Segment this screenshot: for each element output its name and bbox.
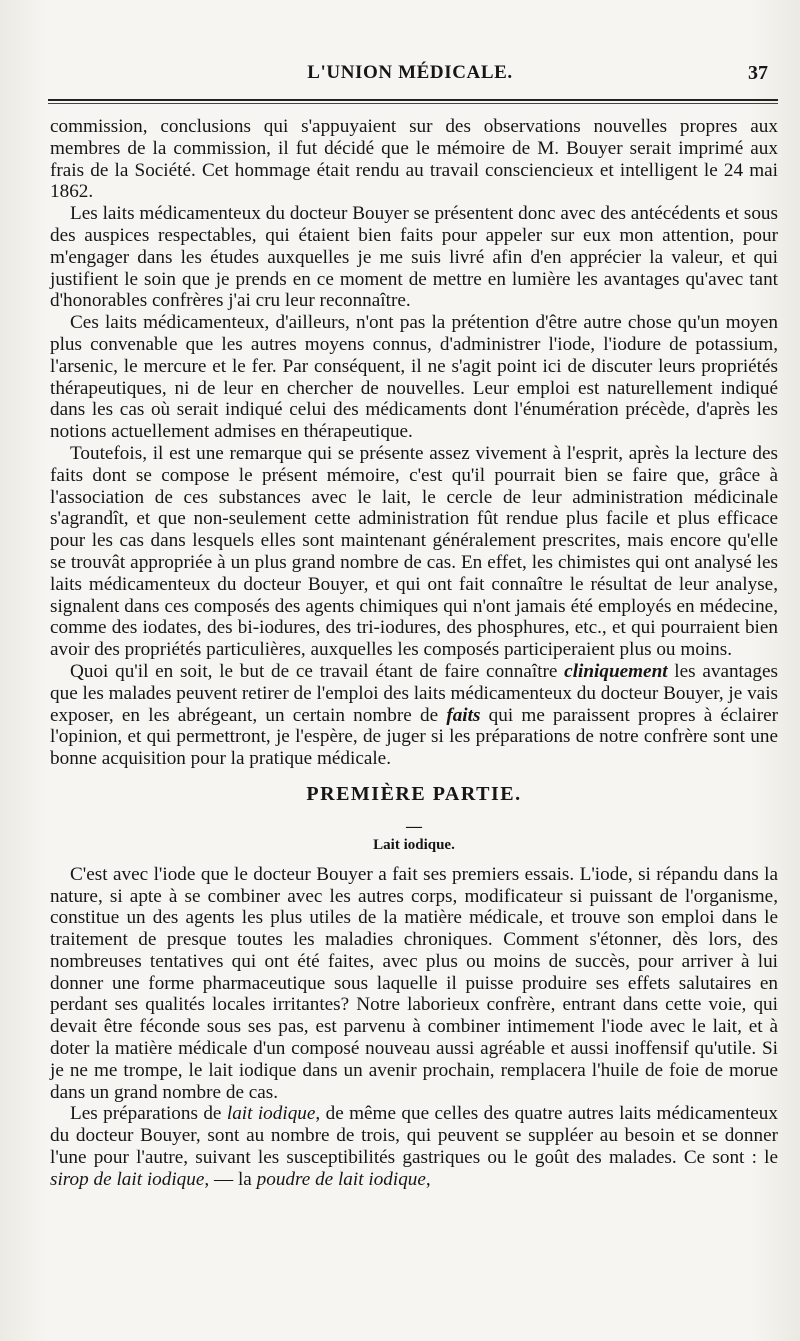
text-run: , — la [204, 1168, 257, 1190]
paragraph-3: Ces laits médicamenteux, d'ailleurs, n'ont pas la prétention d'être autre chose qu'un moyen plus convenable que les autres moyens connus, d'administrer l'iode, l'iodure de potassium, l'arsenic, le mercure et le fer. Par conséquent, il ne s'agit point ici de discuter leurs propriétés thérapeutiques, ni de leur en chercher de nouvelles. Leur emploi est naturellement indiqué dans les cas où serait indiqué celui des médicaments dont l'énumération précède, d'après les notions actuellement admises en thérapeutique. [50, 312, 778, 443]
page-number: 37 [748, 62, 768, 84]
page-header [48, 58, 772, 98]
paragraph-7 [50, 1103, 778, 1190]
header-rule-thin [48, 103, 778, 104]
paragraph-5 [50, 661, 778, 770]
emphasis-poudre: poudre de lait iodique [256, 1168, 426, 1190]
emphasis-faits: faits [446, 704, 481, 726]
paragraph-6: C'est avec l'iode que le docteur Bouyer a fait ses premiers essais. L'iode, si répandu dans la nature, si apte à se combiner avec les autres corps, modificateur si puissant de l'organisme, constitue un des agents les plus utiles de la matière médicale, et trouve son emploi dans le traitement de presque toutes les maladies chroniques. Comment s'étonner, dès lors, des nombreuses tentatives qui ont été faites, avec plus ou moins de succès, pour arriver à lui donner une forme pharmaceutique sous laquelle il puisse produire ses effets salutaires en perdant ses qualités locales irritantes? Notre laborieux confrère, entrant dans cette voie, qui devait être féconde sous ses pas, est parvenu à combiner intimement l'iode avec le lait, et à doter la matière médicale d'un composé nouveau aussi agréable et aussi inoffensif qu'utile. Si je ne me trompe, le lait iodique dans un avenir prochain, remplacera l'huile de foie de morue dans un grand nombre de cas. [50, 863, 778, 1103]
text-run: , [425, 1168, 431, 1190]
emphasis-cliniquement: cliniquement [564, 660, 668, 682]
text-run: Les préparations de [70, 1103, 227, 1125]
part-title: PREMIÈRE PARTIE. [306, 782, 522, 805]
paragraph-1: commission, conclusions qui s'appuyaient sur des observations nouvelles propres aux membres de la commission, il fut décidé que le mémoire de M. Bouyer serait imprimé aux frais de la Société. Cet hommage était rendu au travail consciencieux et intelligent le 24 mai 1862. [50, 116, 778, 203]
running-title: L'UNION MÉDICALE. [307, 62, 513, 83]
section-title: Lait iodique. [373, 836, 455, 853]
text-run: , de même que celles des quatre autres laits médicamenteux du docteur Bouyer, sont au nombre de trois, qui peuvent se suppléer au besoin et se donner l'une pour l'autre, suivant les susceptibilités gastriques ou le goût des malades. Ce sont : le [50, 1103, 778, 1169]
section-dash: — [406, 817, 422, 835]
emphasis-lait-iodique: lait iodique [226, 1103, 316, 1125]
text-run: qui me paraissent propres à éclairer l'opinion, et qui permettront, je l'espère, de juger si les préparations de notre confrère sont une bonne acquisition pour la pratique médicale. [50, 704, 778, 770]
text-run: Quoi qu'il en soit, le but de ce travail étant de faire connaître [70, 660, 565, 682]
paragraph-2: Les laits médicamenteux du docteur Bouyer se présentent donc avec des antécédents et sous des auspices respectables, qui étaient bien faits pour appeler sur eux mon attention, pour m'engager dans les études auxquelles je me suis livré afin d'en apprécier la valeur, et qui justifient le soin que je prends en ce moment de mettre en lumière les avantages qu'avec tant d'honorables confrères j'ai cru leur reconnaître. [50, 203, 778, 312]
text-run: les avantages que les malades peuvent retirer de l'emploi des laits médicamenteux du docteur Bouyer, je vais exposer, en les abrégeant, un certain nombre de [50, 660, 778, 726]
header-rule [48, 99, 778, 101]
emphasis-sirop: sirop de lait iodique [50, 1168, 205, 1190]
body-text [50, 116, 778, 1191]
paragraph-4: Toutefois, il est une remarque qui se présente assez vivement à l'esprit, après la lecture des faits dont se compose le présent mémoire, c'est qu'il pourrait bien se faire que, grâce à l'association de ces substances avec le lait, le cercle de leur administration médicinale s'agrandît, et que non-seulement cette administration fût rendue plus facile et plus efficace pour les cas dans lesquels elles sont maintenant généralement prescrites, mais encore qu'elle se trouvât appropriée à un plus grand nombre de cas. En effet, les chimistes qui ont analysé les laits médicamenteux du docteur Bouyer, et qui ont fait connaître le résultat de leur analyse, signalent dans ces composés des agents chimiques qui n'ont jamais été employés en médecine, comme des iodates, des bi-iodures, des tri-iodures, des phosphures, etc., et qui pourraient bien avoir des propriétés particulières, auxquelles les composés participeraient plus ou moins. [50, 442, 778, 661]
